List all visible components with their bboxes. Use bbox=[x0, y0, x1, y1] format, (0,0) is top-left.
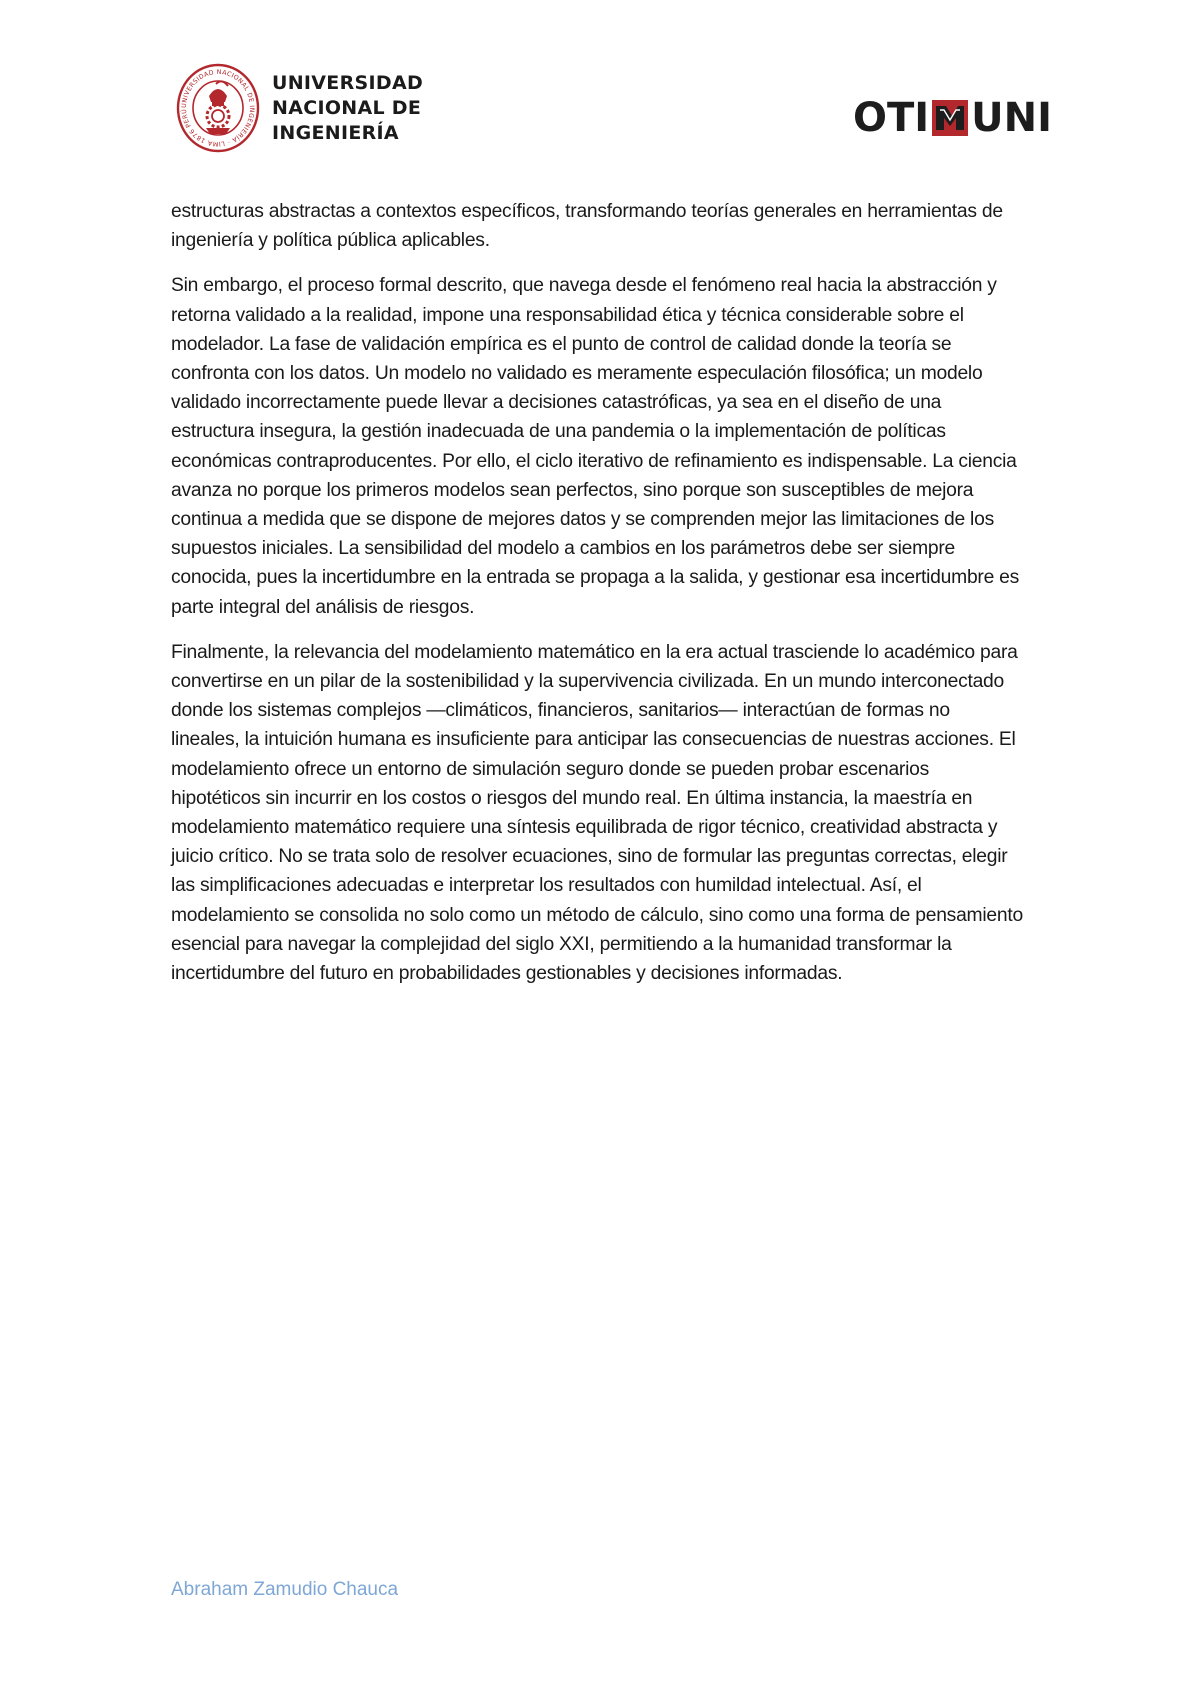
university-name bbox=[272, 71, 423, 146]
university-name-line-3: INGENIERÍA bbox=[272, 121, 399, 144]
footer-author: Abraham Zamudio Chauca bbox=[171, 1579, 399, 1600]
paragraph-2: Sin embargo, el proceso formal descrito, que navega desde el fenómeno real hacia la abstracción y retorna validado a la realidad, impone una responsabilidad ética y técnica considerable sobre el modelador. La fase de validación empírica es el punto de control de calidad donde la teoría se confronta con los datos. Un modelo no validado es meramente especulación filosófica; un modelo validado incorrectamente puede llevar a decisiones catastróficas, ya sea en el diseño de una estructura insegura, la gestión inadecuada de una pandemia o la implementación de políticas económicas contraproducentes. Por ello, el ciclo iterativo de refinamiento es indispensable. La ciencia avanza no porque los primeros modelos sean perfectos, sino porque son susceptibles de mejora continua a medida que se dispone de mejores datos y se comprenden mejor las limitaciones de los supuestos iniciales. La sensibilidad del modelo a cambios en los parámetros debe ser siempre conocida, pues la incertidumbre en la entrada se propaga a la salida, y gestionar esa incertidumbre es parte integral del análisis de riesgos. bbox=[171, 275, 1020, 618]
paragraph-3: Finalmente, la relevancia del modelamiento matemático en la era actual trasciende lo académico para convertirse en un pilar de la sostenibilidad y la supervivencia civilizada. En un mundo interconectado donde los sistemas complejos —climáticos, financieros, sanitarios— interactúan de formas no lineales, la intuición humana es insuficiente para anticipar las consecuencias de nuestras acciones. El modelamiento ofrece un entorno de simulación seguro donde se pueden probar escenarios hipotéticos sin incurrir en los costos o riesgos del mundo real. En última instancia, la maestría en modelamiento matemático requiere una síntesis equilibrada de rigor técnico, creatividad abstracta y juicio crítico. No se trata solo de resolver ecuaciones, sino de formular las preguntas correctas, elegir las simplificaciones adecuadas e interpretar los resultados con humildad intelectual. Así, el modelamiento se consolida no solo como un método de cálculo, sino como una forma de pensamiento esencial para navegar la complejidad del siglo XXI, permitiendo a la humanidad transformar la incertidumbre del futuro en probabilidades gestionables y decisiones informadas. bbox=[171, 641, 1023, 985]
uni-logo bbox=[176, 62, 423, 154]
oti-logo-text: OTI bbox=[853, 95, 930, 141]
seal-text: UNIVERSIDAD NACIONAL DE INGENIERÍA · LIMA 1876 PERÚ bbox=[180, 68, 256, 148]
university-seal-icon bbox=[176, 62, 260, 154]
university-name-line-1: UNIVERSIDAD bbox=[272, 71, 424, 94]
paragraph-1: estructuras abstractas a contextos específicos, transformando teorías generales en herramientas de ingeniería y política pública aplicables. bbox=[171, 201, 1003, 252]
uni-logo-text: UNI bbox=[971, 95, 1053, 141]
oti-uni-mark-icon bbox=[932, 100, 968, 136]
oti-uni-logo bbox=[853, 95, 1053, 141]
page-header bbox=[0, 0, 1192, 170]
university-name-line-2: NACIONAL DE bbox=[272, 96, 422, 119]
document-body bbox=[171, 197, 1023, 1004]
